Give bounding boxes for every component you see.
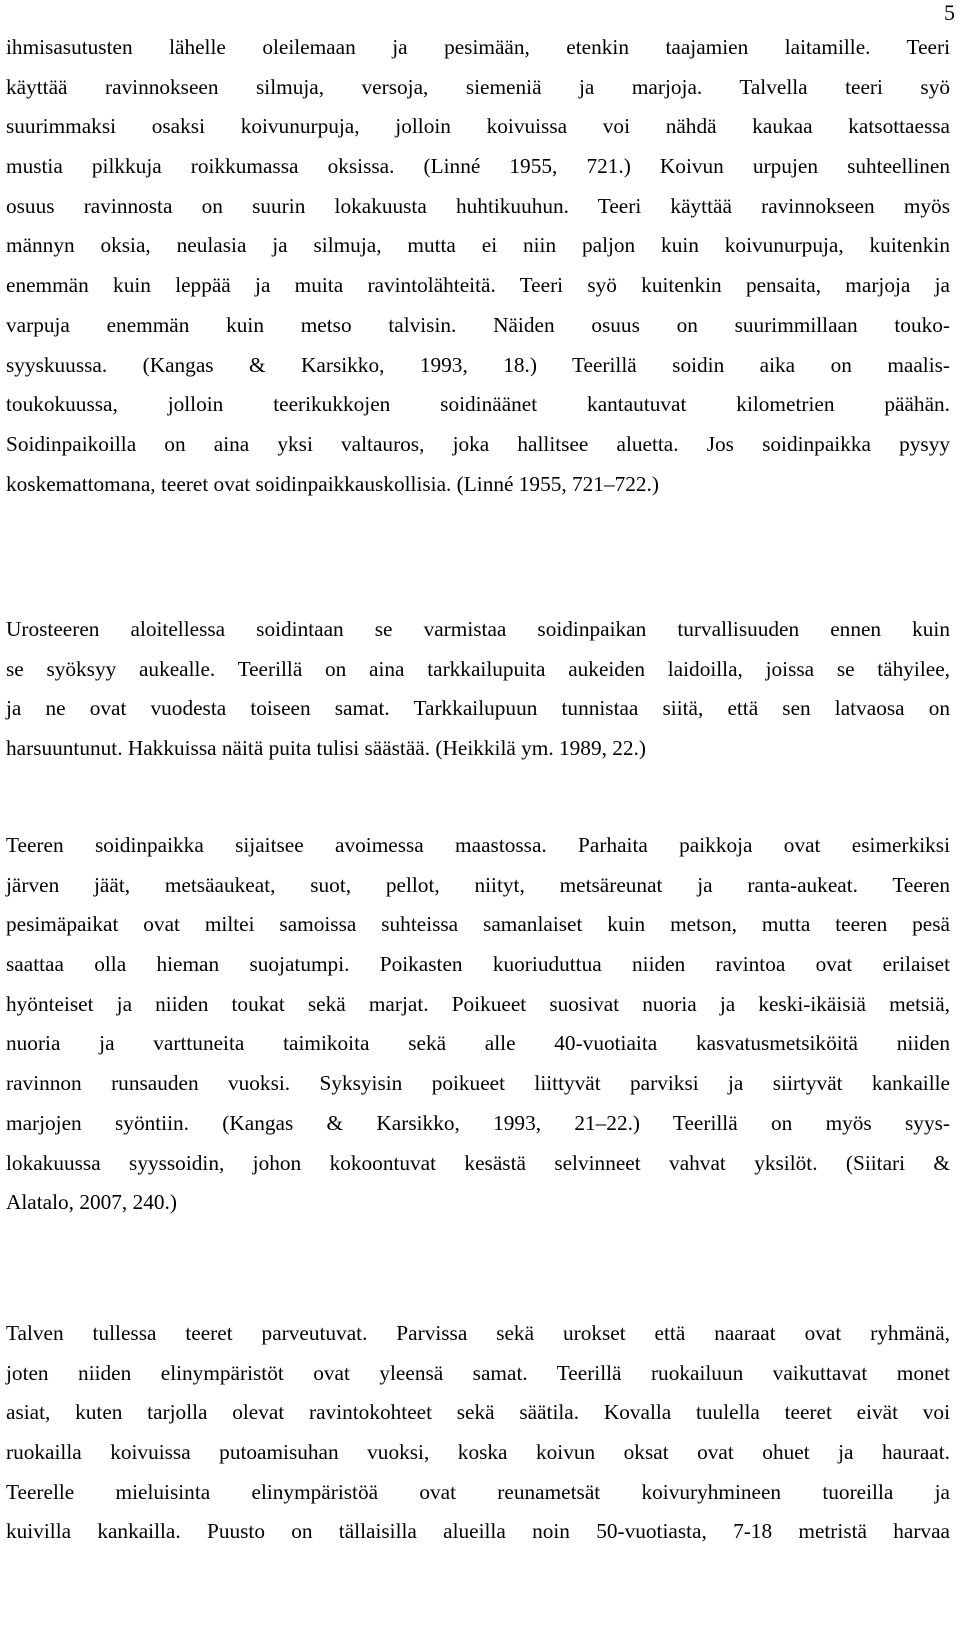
text-line: suurimmaksi osaksi koivunurpuja, jolloin koivuissa voi nähdä kaukaa katsottaessa [6, 114, 950, 139]
text-line: Alatalo, 2007, 240.) [6, 1190, 177, 1215]
paragraph-3 [6, 826, 950, 1223]
text-line: käyttää ravinnokseen silmuja, versoja, siemeniä ja marjoja. Talvella teeri syö [6, 74, 950, 99]
text-line: joten niiden elinympäristöt ovat yleensä samat. Teerillä ruokailuun vaikuttavat monet [6, 1360, 950, 1385]
text-line: ravinnon runsauden vuoksi. Syksyisin poikueet liittyvät parviksi ja siirtyvät kankaille [6, 1071, 950, 1096]
text-line: männyn oksia, neulasia ja silmuja, mutta ei niin paljon kuin koivunurpuja, kuitenkin [6, 233, 950, 258]
text-line: Talven tullessa teeret parveutuvat. Parvissa sekä urokset että naaraat ovat ryhmänä, [6, 1321, 950, 1345]
text-line: asiat, kuten tarjolla olevat ravintokohteet sekä säätila. Kovalla tuulella teeret eivät voi [6, 1400, 950, 1425]
text-line: marjojen syöntiin. (Kangas & Karsikko, 1993, 21–22.) Teerillä on myös syys- [6, 1110, 950, 1135]
text-line: ihmisasutusten lähelle oleilemaan ja pesimään, etenkin taajamien laitamille. Teeri [6, 35, 950, 59]
text-line: koskemattomana, teeret ovat soidinpaikkauskollisia. (Linné 1955, 721–722.) [6, 471, 659, 496]
text-line: nuoria ja varttuneita taimikoita sekä alle 40-vuotiaita kasvatusmetsiköitä niiden [6, 1031, 950, 1056]
text-line: varpuja enemmän kuin metso talvisin. Näiden osuus on suurimmillaan touko- [6, 312, 950, 337]
text-line: syyskuussa. (Kangas & Karsikko, 1993, 18.) Teerillä soidin aika on maalis- [6, 352, 950, 377]
text-line: ruokailla koivuissa putoamisuhan vuoksi, koska koivun oksat ovat ohuet ja hauraat. [6, 1440, 950, 1465]
text-line: saattaa olla hieman suojatumpi. Poikasten kuoriuduttua niiden ravintoa ovat erilaiset [6, 952, 950, 977]
text-line: hyönteiset ja niiden toukat sekä marjat. Poikueet suosivat nuoria ja keski-ikäisiä metsiä, [6, 991, 950, 1016]
text-line: osuus ravinnosta on suurin lokakuusta huhtikuuhun. Teeri käyttää ravinnokseen myös [6, 193, 950, 218]
text-line: Urosteeren aloitellessa soidintaan se varmistaa soidinpaikan turvallisuuden ennen kuin [6, 617, 950, 641]
text-line: ja ne ovat vuodesta toiseen samat. Tarkkailupuun tunnistaa siitä, että sen latvaosa on [6, 696, 950, 721]
text-line: Teeren soidinpaikka sijaitsee avoimessa maastossa. Parhaita paikkoja ovat esimerkiksi [6, 833, 950, 857]
paragraph-4 [6, 1314, 950, 1552]
text-line: Teerelle mieluisinta elinympäristöä ovat reunametsät koivuryhmineen tuoreilla ja [6, 1479, 950, 1504]
paragraph-1 [6, 28, 950, 504]
text-line: lokakuussa syyssoidin, johon kokoontuvat kesästä selvinneet vahvat yksilöt. (Siitari & [6, 1150, 950, 1175]
text-line: harsuuntunut. Hakkuissa näitä puita tulisi säästää. (Heikkilä ym. 1989, 22.) [6, 736, 646, 761]
text-line: se syöksyy aukealle. Teerillä on aina tarkkailupuita aukeiden laidoilla, joissa se tähyilee, [6, 656, 950, 681]
text-line: pesimäpaikat ovat miltei samoissa suhteissa samanlaiset kuin metson, mutta teeren pesä [6, 912, 950, 937]
text-line: mustia pilkkuja roikkumassa oksissa. (Linné 1955, 721.) Koivun urpujen suhteellinen [6, 154, 950, 179]
page-number: 5 [944, 0, 955, 25]
text-line: kuivilla kankailla. Puusto on tällaisilla alueilla noin 50-vuotiasta, 7-18 metristä harvaa [6, 1519, 950, 1544]
paragraph-2 [6, 610, 950, 769]
text-line: toukokuussa, jolloin teerikukkojen soidinäänet kantautuvat kilometrien päähän. [6, 392, 950, 417]
text-line: järven jäät, metsäaukeat, suot, pellot, niityt, metsäreunat ja ranta-aukeat. Teeren [6, 872, 950, 897]
text-line: Soidinpaikoilla on aina yksi valtauros, joka hallitsee aluetta. Jos soidinpaikka pysyy [6, 431, 950, 456]
text-line: enemmän kuin leppää ja muita ravintolähteitä. Teeri syö kuitenkin pensaita, marjoja ja [6, 273, 950, 298]
